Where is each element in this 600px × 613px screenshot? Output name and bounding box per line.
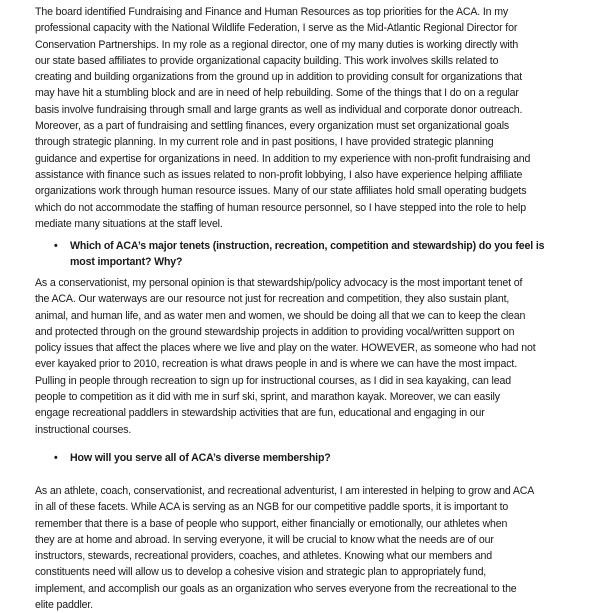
- text-line: may have hit a stumbling block and are in need of help rebuilding. Some of the things that I do on a regular: [35, 87, 519, 100]
- text-line: instructors, stewards, recreational providers, coaches, and athletes. Knowing what our members and: [35, 550, 492, 563]
- text-line: guidance and expertise for organizations in need. In addition to my experience with non-profit fundraising and: [35, 152, 531, 165]
- text-line: policy issues that affect the places where we live and play on the water. HOWEVER, as someone who had not: [35, 342, 536, 355]
- text-line: Moreover, as a part of fundraising and settling finances, every organization must set organizational goals: [35, 120, 510, 133]
- text-line: remember that there is a base of people who support, either financially or emotionally, our athletes when: [35, 517, 508, 530]
- text-line: through strategic planning. In my current role and in past positions, I have provided strategic planning: [35, 136, 494, 149]
- text-line: professional capacity with the National Wildlife Federation, I serve as the Mid-Atlantic Regional Director for: [35, 22, 518, 35]
- question-text: [70, 450, 331, 466]
- text-line: As a conservationist, my personal opinion is that stewardship/policy advocacy is the most important tenet of: [35, 277, 523, 289]
- question-major-tenets: [35, 238, 595, 272]
- question-text: [70, 238, 544, 271]
- text-line: which do not accommodate the staffing of human resource personnel, so I have stepped into the role to help: [35, 201, 526, 214]
- paragraph-membership-answer: [35, 483, 595, 613]
- text-line: As an athlete, coach, conservationist, and recreational adventurist, I am interested in helping to grow and ACA: [35, 485, 535, 497]
- text-line: Conservation Partnerships. In my role as a regional director, one of my many duties is working directly with: [35, 38, 519, 51]
- text-line: organizations work through human resource issues. Many of our state affiliates hold small operating budgets: [35, 185, 527, 198]
- text-line: Pulling in people through recreation to sign up for instructional courses, as I did in sea kayaking, can lead: [35, 374, 511, 387]
- text-line: How will you serve all of ACA’s diverse membership?: [70, 452, 331, 464]
- text-line: ever kayaked prior to 2010, recreation is what draws people in and is where we can have the most impact.: [35, 358, 517, 371]
- text-line: assistance with finance such as issues related to non-profit lobbying, I also have experience helping affiliate: [35, 168, 523, 181]
- text-line: creating and building organizations from the ground up in addition to providing consult for organizations that: [35, 71, 523, 84]
- text-line: The board identified Fundraising and Finance and Human Resources as top priorities for the ACA. In my: [35, 6, 509, 18]
- text-line: instructional courses.: [35, 423, 132, 436]
- bullet-icon: •: [54, 452, 58, 464]
- text-line: mediate many situations at the staff level.: [35, 217, 223, 230]
- bullet-icon: •: [54, 240, 58, 252]
- text-line: they are at home and abroad. In serving everyone, it will be crucial to know what the needs are of our: [35, 533, 494, 546]
- text-line: most important? Why?: [70, 256, 183, 269]
- text-line: elite paddler.: [35, 599, 93, 612]
- paragraph-stewardship-answer: [35, 275, 595, 438]
- text-line: our state based affiliates to provide organizational capacity building. This work involves skills related to: [35, 54, 499, 67]
- text-line: in all of these facets. While ACA is serving as an NGB for our competitive paddle sports, it is important to: [35, 501, 509, 514]
- text-line: basis involve fundraising through small and large grants as well as individual and corporate donor outreach.: [35, 103, 523, 116]
- text-line: engage recreational paddlers in stewardship activities that are fun, educational and engaging in our: [35, 407, 485, 420]
- text-line: the ACA. Our waterways are our resource not just for recreation and competition, they also sustain plant,: [35, 293, 510, 306]
- paragraph-fundraising-finance-hr: [35, 4, 595, 232]
- text-line: animal, and human life, and as water men and women, we should be doing all that we can to keep the clean: [35, 309, 526, 322]
- text-line: Which of ACA’s major tenets (instruction, recreation, competition and stewardship) do you feel is: [70, 240, 545, 252]
- text-line: constituents need will allow us to develop a cohesive vision and strategic plan to appropriately fund,: [35, 566, 487, 579]
- question-diverse-membership: [35, 450, 595, 468]
- text-line: people to competition as it did with me in surf ski, sprint, and marathon kayak. Moreover, we can easily: [35, 391, 500, 404]
- text-line: and protected through on the ground stewardship projects in addition to providing vocal/written support on: [35, 325, 515, 338]
- text-line: implement, and accomplish our goals as an organization who serves everyone from the recreational to the: [35, 582, 517, 595]
